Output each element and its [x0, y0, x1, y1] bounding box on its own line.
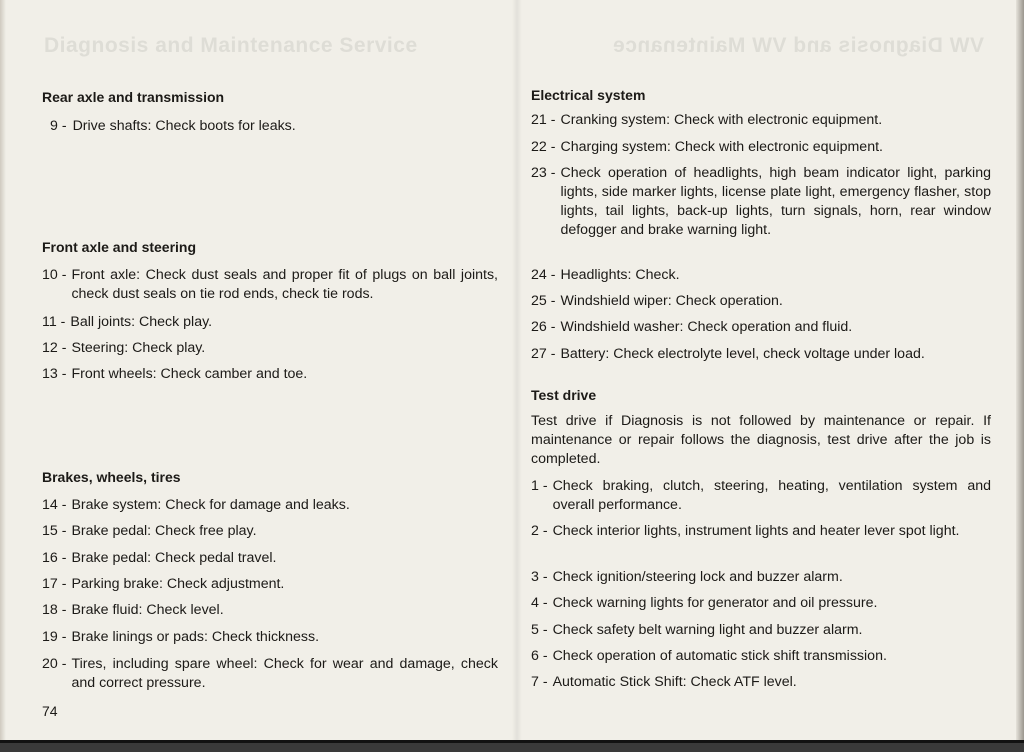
section-heading-test-drive: Test drive — [531, 387, 597, 403]
bleed-through-heading-right: VW Diagnosis and VW Maintenance — [612, 34, 984, 57]
section-heading-rear-axle: Rear axle and transmission — [42, 89, 225, 105]
checklist-item — [42, 628, 498, 647]
checklist-item — [531, 111, 991, 130]
item-text: Brake pedal: Check pedal travel. — [71, 550, 277, 566]
checklist-item — [42, 266, 498, 304]
item-number: 22 - — [531, 139, 556, 155]
item-number: 1 - — [531, 478, 548, 494]
item-number: 24 - — [531, 267, 556, 283]
item-number: 7 - — [531, 674, 548, 690]
checklist-item — [531, 621, 991, 640]
checklist-item — [531, 292, 991, 311]
checklist-item — [42, 601, 498, 620]
item-text: Check warning lights for generator and oil pressure. — [552, 595, 878, 611]
item-number: 23 - — [531, 165, 556, 181]
item-number: 9 - — [50, 118, 67, 134]
item-text: Windshield wiper: Check operation. — [560, 293, 783, 309]
checklist-item — [531, 568, 991, 587]
item-number: 13 - — [42, 366, 67, 382]
item-text: Automatic Stick Shift: Check ATF level. — [552, 674, 797, 690]
item-number: 27 - — [531, 346, 556, 362]
section-heading-brakes: Brakes, wheels, tires — [42, 469, 181, 485]
item-text: Brake fluid: Check level. — [71, 602, 224, 618]
page-right-edge — [1016, 0, 1024, 740]
item-text: Brake pedal: Check free play. — [71, 523, 257, 539]
item-number: 19 - — [42, 629, 67, 645]
checklist-item — [531, 318, 991, 337]
item-text: Front wheels: Check camber and toe. — [71, 366, 308, 382]
item-number: 12 - — [42, 340, 67, 356]
checklist-item — [531, 477, 991, 515]
item-number: 15 - — [42, 523, 67, 539]
checklist-item — [42, 522, 498, 541]
item-text: Cranking system: Check with electronic equipment. — [560, 112, 883, 128]
checklist-item — [531, 522, 991, 541]
checklist-item — [531, 594, 991, 613]
bleed-through-heading-left: Diagnosis and Maintenance Service — [44, 34, 418, 57]
checklist-item — [42, 365, 498, 384]
item-number: 10 - — [42, 267, 67, 283]
item-text: Check safety belt warning light and buzzer alarm. — [552, 622, 863, 638]
item-text: Steering: Check play. — [71, 340, 206, 356]
item-number: 26 - — [531, 319, 556, 335]
item-number: 3 - — [531, 569, 548, 585]
item-number: 25 - — [531, 293, 556, 309]
item-text: Ball joints: Check play. — [70, 314, 213, 330]
checklist-item — [42, 655, 498, 693]
item-number: 18 - — [42, 602, 67, 618]
item-text: Headlights: Check. — [560, 267, 680, 283]
checklist-item — [42, 313, 498, 332]
checklist-item — [531, 138, 991, 157]
section-heading-electrical: Electrical system — [531, 87, 646, 103]
checklist-item — [531, 345, 991, 364]
item-text: Check operation of automatic stick shift transmission. — [552, 648, 887, 664]
item-text: Parking brake: Check adjustment. — [71, 576, 285, 592]
item-text: Brake linings or pads: Check thickness. — [71, 629, 320, 645]
checklist-item — [42, 496, 498, 515]
item-number: 17 - — [42, 576, 67, 592]
test-drive-intro: Test drive if Diagnosis is not followed by maintenance or repair. If maintenance or repair follows the diagnosis, test drive after the job is completed. — [531, 413, 991, 467]
item-text: Drive shafts: Check boots for leaks. — [72, 118, 296, 134]
item-text: Charging system: Check with electronic equipment. — [560, 139, 883, 155]
checklist-item — [531, 164, 991, 240]
item-number: 20 - — [42, 656, 67, 672]
item-text: Front axle: Check dust seals and proper fit of plugs on ball joints, check dust seals on tie rod ends, check tie rods. — [71, 267, 498, 302]
checklist-item — [42, 339, 498, 358]
checklist-item — [50, 117, 502, 136]
item-number: 4 - — [531, 595, 548, 611]
item-number: 14 - — [42, 497, 67, 513]
page-left-edge — [0, 0, 6, 740]
item-number: 16 - — [42, 550, 67, 566]
checklist-item — [531, 673, 991, 692]
item-text: Windshield washer: Check operation and fluid. — [560, 319, 853, 335]
checklist-item — [531, 647, 991, 666]
checklist-item — [531, 266, 991, 285]
item-text: Check ignition/steering lock and buzzer alarm. — [552, 569, 843, 585]
item-text: Tires, including spare wheel: Check for wear and damage, check and correct pressure. — [71, 656, 498, 691]
book-spine-shadow — [512, 0, 522, 740]
item-text: Check braking, clutch, steering, heating, ventilation system and overall performance. — [552, 478, 991, 513]
item-text: Check operation of headlights, high beam indicator light, parking lights, side marker lights, license plate light, emergency flasher, stop lights, tail lights, back-up lights, turn signals, horn, rear window defogger and brake warning light. — [560, 165, 991, 238]
item-number: 6 - — [531, 648, 548, 664]
item-text: Battery: Check electrolyte level, check voltage under load. — [560, 346, 925, 362]
checklist-item — [42, 549, 498, 568]
item-number: 21 - — [531, 112, 556, 128]
page-number: 74 — [42, 703, 58, 719]
item-number: 5 - — [531, 622, 548, 638]
checklist-item — [42, 575, 498, 594]
item-number: 2 - — [531, 523, 548, 539]
section-heading-front-axle: Front axle and steering — [42, 239, 197, 255]
item-number: 11 - — [42, 314, 66, 330]
item-text: Brake system: Check for damage and leaks. — [71, 497, 350, 513]
item-text: Check interior lights, instrument lights and heater lever spot light. — [552, 523, 960, 539]
